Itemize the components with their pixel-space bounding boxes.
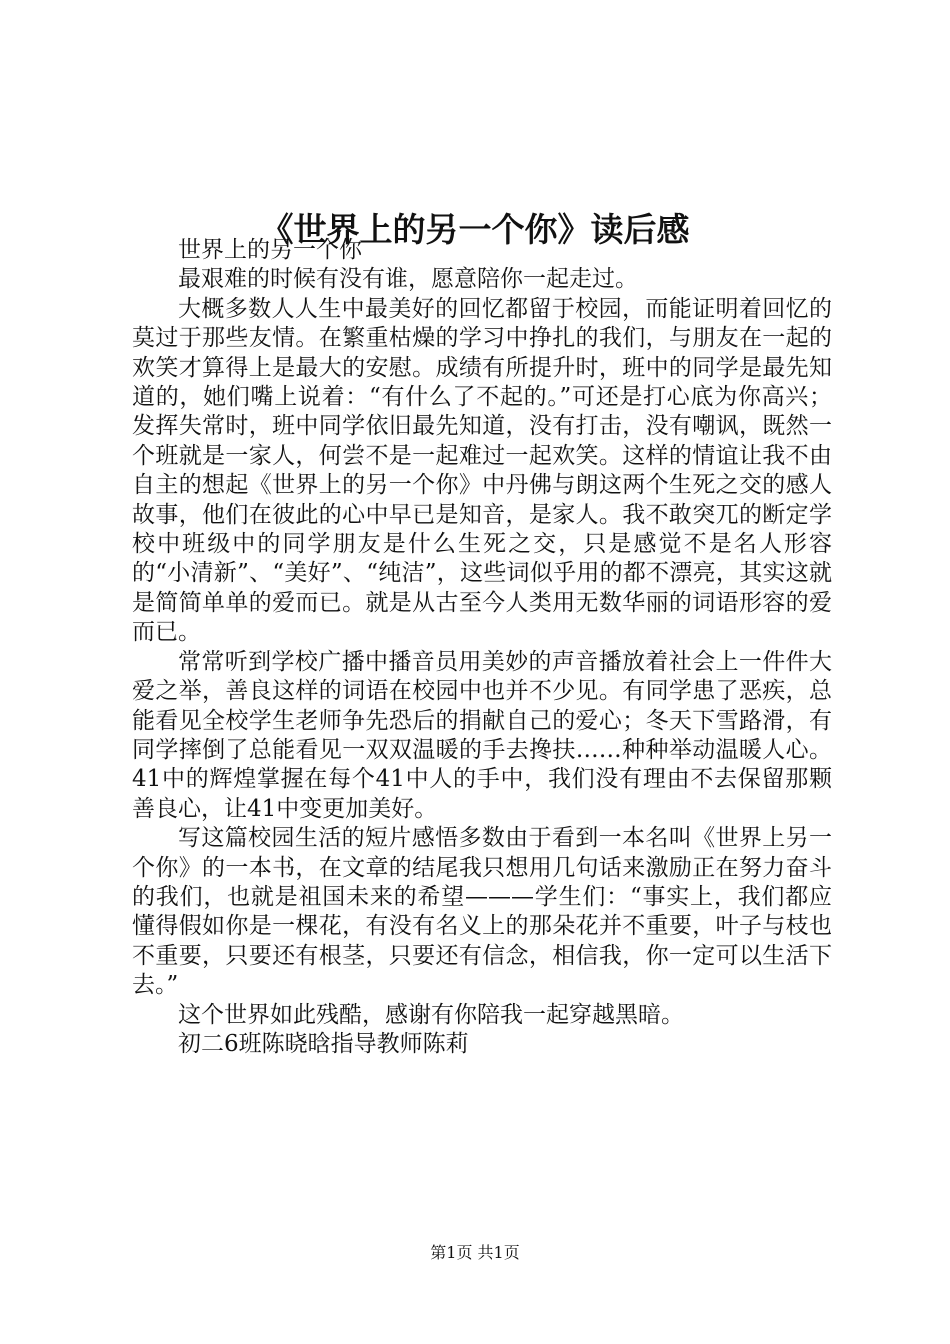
author-signature: 初二6班陈晓晗指导教师陈莉 (178, 1030, 469, 1057)
document-title: 《世界上的另一个你》读后感 (260, 210, 690, 250)
paragraph: 这个世界如此残酷，感谢有你陪我一起穿越黑暗。 (178, 1001, 684, 1028)
paragraph: 最艰难的时候有没有谁，愿意陪你一起走过。 (178, 266, 638, 293)
paragraph-subtitle: 世界上的另一个你 (178, 237, 362, 263)
page-number-footer: 第1页 共1页 (430, 1243, 520, 1262)
paragraph: 大概多数人人生中最美好的回忆都留于校园，而能证明着回忆的莫过于那些友情。在繁重枯燥的学习中挣扎的我们，与朋友在一起的欢笑才算得上是最大的安慰。成绩有所提升时，班中的同学是最先知道的，她们嘴上说着：“有什么了不起的。”可还是打心底为你高兴；发挥失常时，班中同学依旧最先知道，没有打击，没有嘲讽，既然一个班就是一家人，何尝不是一起难过一起欢笑。这样的情谊让我不由自主的想起《世界上的另一个你》中丹佛与朗这两个生死之交的感人故事，他们在彼此的心中早已是知音，是家人。我不敢突兀的断定学校中班级中的同学朋友是什么生死之交，只是感觉不是名人形容的“小清新”、“美好”、“纯洁”，这些词似乎用的都不漂亮，其实这就是简简单单的爱而已。就是从古至今人类用无数华丽的词语形容的爱而已。 (132, 295, 832, 646)
paragraph: 常常听到学校广播中播音员用美妙的声音播放着社会上一件件大爱之举，善良这样的词语在校园中也并不少见。有同学患了恶疾，总能看见全校学生老师争先恐后的捐献自己的爱心；冬天下雪路滑，有同学摔倒了总能看见一双双温暖的手去搀扶……种种举动温暖人心。41中的辉煌掌握在每个41中人的手中，我们没有理由不去保留那颗善良心，让41中变更加美好。 (132, 648, 832, 822)
paragraph: 写这篇校园生活的短片感悟多数由于看到一本名叫《世界上另一个你》的一本书，在文章的结尾我只想用几句话来激励正在努力奋斗的我们，也就是祖国未来的希望———学生们：“事实上，我们都应懂得假如你是一棵花，有没有名义上的那朵花并不重要，叶子与枝也不重要，只要还有根茎，只要还有信念，相信我，你一定可以生活下去。” (132, 825, 832, 999)
document-body (132, 236, 832, 1059)
